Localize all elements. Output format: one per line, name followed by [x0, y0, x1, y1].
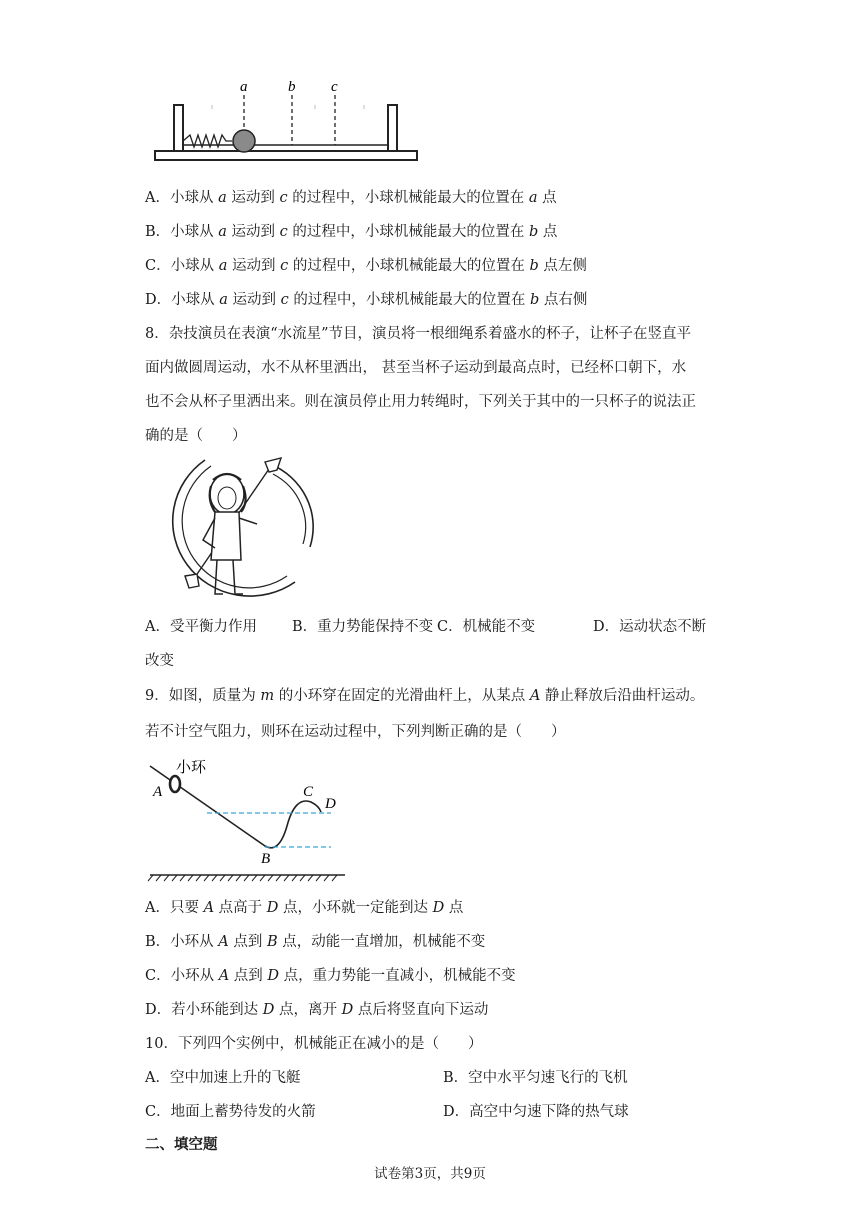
ring-label: 小环: [176, 758, 207, 776]
q8-option-d-cont: 改变: [145, 653, 174, 669]
q8-stem-line-1: 8．杂技演员在表演“水流星”节目，演员将一根细绳系着盛水的杯子，让杯子在竖直平: [145, 326, 692, 342]
q10-option-c: C．地面上蓄势待发的火箭: [145, 1104, 316, 1120]
q9-option-c: C．小环从 A 点到 D 点，重力势能一直减小，机械能不变: [145, 968, 516, 984]
point-D-label: D: [325, 796, 336, 812]
q9-stem-line-2: 若不计空气阻力，则环在运动过程中，下列判断正确的是（ ）: [145, 724, 566, 740]
q10-stem: 10．下列四个实例中，机械能正在减小的是（ ）: [145, 1036, 483, 1052]
q8-option-b: B．重力势能保持不变: [292, 619, 434, 635]
q9-option-b: B．小环从 A 点到 B 点，动能一直增加，机械能不变: [145, 934, 486, 950]
label-a: a: [240, 79, 248, 95]
q8-option-a: A．受平衡力作用: [145, 619, 257, 635]
q9-option-a: A．只要 A 点高于 D 点，小环就一定能到达 D 点: [145, 900, 464, 916]
q7-option-a: A．小球从 a 运动到 c 的过程中，小球机械能最大的位置在 a 点: [145, 190, 557, 206]
point-B-label: B: [261, 851, 271, 867]
q8-stem-line-2: 面内做圆周运动，水不从杯里洒出， 甚至当杯子运动到最高点时，已经杯口朝下，水: [145, 360, 687, 376]
q7-option-d: D．小球从 a 运动到 c 的过程中，小球机械能最大的位置在 b 点右侧: [145, 292, 588, 308]
q7-option-c: C．小球从 a 运动到 c 的过程中，小球机械能最大的位置在 b 点左侧: [145, 258, 587, 274]
q7-option-b: B．小球从 a 运动到 c 的过程中，小球机械能最大的位置在 b 点: [145, 224, 558, 240]
q10-option-d: D．高空中匀速下降的热气球: [443, 1104, 629, 1120]
point-C-label: C: [303, 784, 314, 800]
section-title: 二、填空题: [145, 1137, 218, 1153]
q10-option-b: B．空中水平匀速飞行的飞机: [443, 1070, 628, 1086]
q9-stem-line-1: 9．如图，质量为 m 的小环穿在固定的光滑曲杆上，从某点 A 静止释放后沿曲杆运动。: [145, 688, 705, 704]
water-meteor-figure: [145, 452, 325, 602]
q8-option-c: C．机械能不变: [437, 619, 536, 635]
q8-stem-line-4: 确的是（ ）: [145, 428, 247, 444]
page-footer: 试卷第3页，共9页: [374, 1166, 486, 1182]
curved-rod-figure: [145, 750, 365, 890]
point-A-label: A: [153, 784, 163, 800]
q8-stem-line-3: 也不会从杯子里洒出来。则在演员停止用力转绳时，下列关于其中的一只杯子的说法正: [145, 394, 696, 410]
spring-ball-track-figure: [150, 75, 430, 165]
q9-option-d: D．若小环能到达 D 点，离开 D 点后将竖直向下运动: [145, 1002, 489, 1018]
q10-option-a: A．空中加速上升的飞艇: [145, 1070, 301, 1086]
q8-option-d: D．运动状态不断: [593, 619, 707, 635]
label-b: b: [288, 79, 296, 95]
label-c: c: [331, 79, 338, 95]
